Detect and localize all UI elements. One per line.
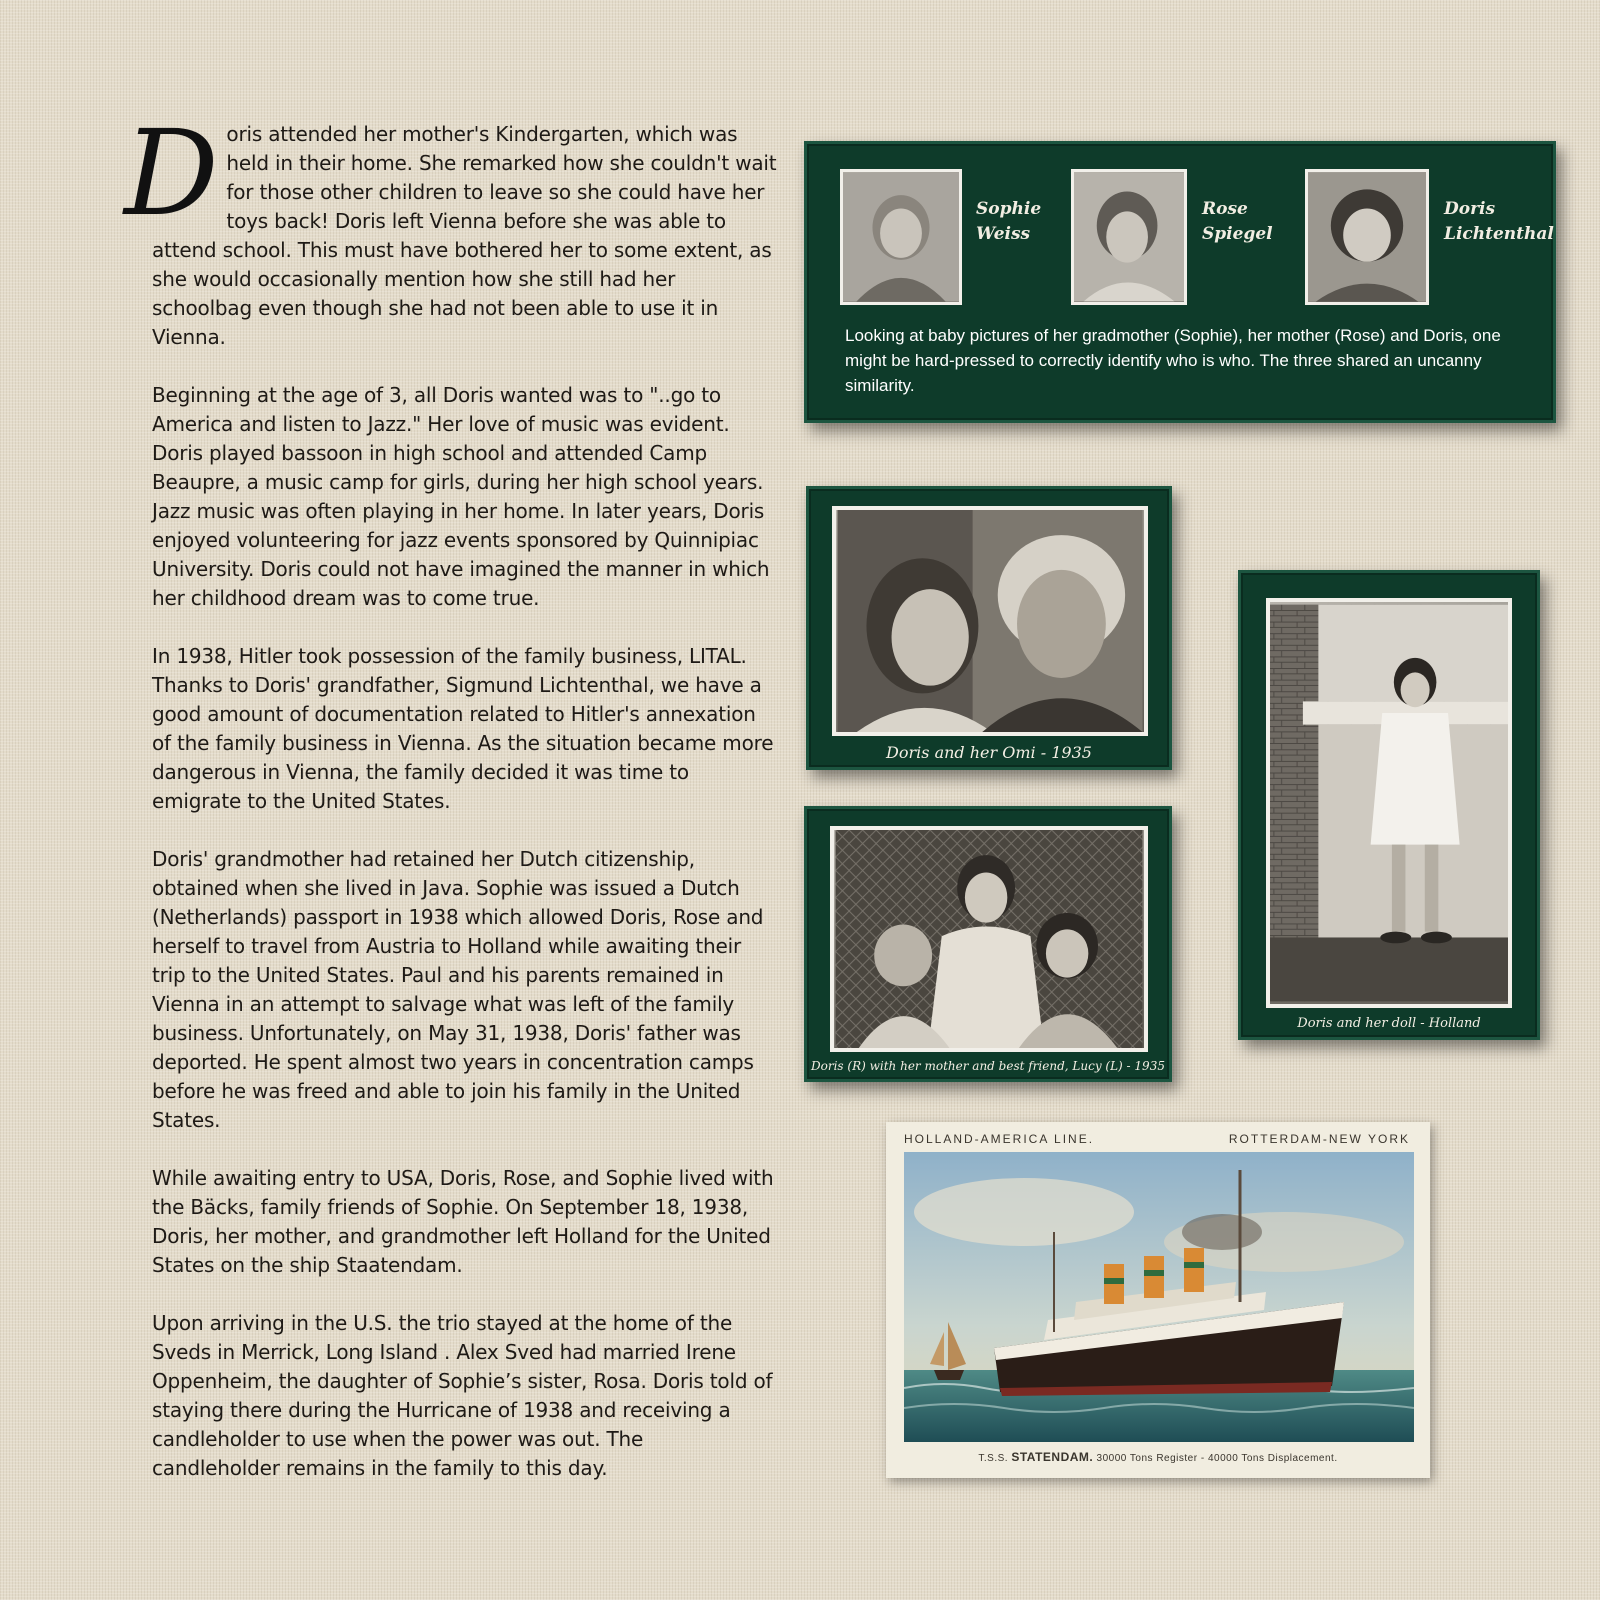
story-paragraph-2: Beginning at the age of 3, all Doris wanted was to "..go to America and listen to Jazz." Her love of music was evident. Doris played bassoon in high school and attended Camp Beaupre, a music camp for girls, during her high school years. Jazz music was often playing in her home. In later years, Doris enjoyed volunteering for jazz events sponsored by Quinnipiac University. Doris could not have imagined the manner in which her childhood dream was to come true. — [152, 383, 770, 610]
photo-doris-and-omi — [832, 506, 1148, 736]
photo-rose-baby — [1071, 169, 1187, 305]
story-paragraph-5: While awaiting entry to USA, Doris, Rose, and Sophie lived with the Bäcks, family friends of Sophie. On September 18, 1938, Doris, her mother, and grandmother left Holland for the United States on the ship Staatendam. — [152, 1166, 774, 1277]
child-portrait-icon — [843, 172, 959, 302]
child-portrait-icon — [1074, 172, 1184, 302]
postcard-footer: T.S.S. STATENDAM. 30000 Tons Register - 40000 Tons Displacement. — [978, 1450, 1338, 1464]
baby-pictures-panel — [804, 141, 1556, 423]
portrait-photo-icon — [836, 510, 1144, 732]
photo-doris-mother-lucy — [830, 826, 1148, 1052]
photo-doris-baby — [1305, 169, 1429, 305]
caption-doll: Doris and her doll - Holland — [1297, 1016, 1481, 1031]
story-paragraph-6: Upon arriving in the U.S. the trio stayed at the home of the Sveds in Merrick, Long Island . Alex Sved had married Irene Oppenheim, the daughter of Sophie’s sister, Rosa. Doris told of staying there during the Hurricane of 1938 and receiving a candleholder to use when the power was out. The candleholder remains in the family to this day. — [152, 1311, 773, 1480]
postcard-header-right: ROTTERDAM-NEW YORK — [1228, 1132, 1410, 1146]
photo-frame-lucy — [804, 806, 1172, 1082]
photo-doris-and-doll — [1266, 598, 1512, 1008]
statendam-postcard — [886, 1122, 1430, 1478]
name-doris-lichtenthal: Doris Lichtenthal — [1444, 199, 1554, 244]
story-paragraph-3: In 1938, Hitler took possession of the family business, LITAL. Thanks to Doris' grandfather, Sigmund Lichtenthal, we have a good amount of documentation related to Hitler's annexation of the family business in Vienna. As the situation became more dangerous in Vienna, the family decided it was time to emigrate to the United States. — [152, 644, 774, 813]
standing-child-photo-icon — [1270, 602, 1508, 1004]
drop-cap: D — [124, 104, 219, 242]
story-text — [124, 104, 777, 1512]
caption-omi: Doris and her Omi - 1935 — [886, 743, 1092, 762]
photo-sophie-baby — [840, 169, 962, 305]
caption-lucy: Doris (R) with her mother and best friend, Lucy (L) - 1935 — [811, 1059, 1165, 1073]
story-paragraph-1: oris attended her mother's Kindergarten, which was held in their home. She remarked how she couldn't wait for those other children to leave so she could have her toys back! Doris left Vienna before she was able to attend school. This must have bothered her to some extent, as she would occasionally mention how she still had her schoolbag even though she had not been able to use it in Vienna. — [152, 122, 777, 349]
child-portrait-icon — [1308, 172, 1426, 302]
name-sophie-weiss: Sophie Weiss — [976, 199, 1042, 244]
photo-frame-doll — [1238, 570, 1540, 1040]
ocean-liner-illustration-icon — [904, 1152, 1414, 1442]
story-paragraph-4: Doris' grandmother had retained her Dutch citizenship, obtained when she lived in Java. Sophie was issued a Dutch (Netherlands) passport in 1938 which allowed Doris, Rose and herself to travel from Austria to Holland while awaiting their trip to the United States. Paul and his parents remained in Vienna in an attempt to salvage what was left of the family business. Unfortunately, on May 31, 1938, Doris' father was deported. He spent almost two years in concentration camps before he was freed and able to join his family in the United States. — [152, 847, 764, 1132]
postcard-header-left: HOLLAND-AMERICA LINE. — [904, 1132, 1095, 1146]
name-rose-spiegel: Rose Spiegel — [1202, 199, 1273, 244]
photo-frame-omi — [806, 486, 1172, 770]
group-photo-icon — [834, 830, 1144, 1048]
baby-pictures-caption: Looking at baby pictures of her gradmother (Sophie), her mother (Rose) and Doris, one might be hard-pressed to correctly identify who is who. The three shared an uncanny similarity. — [845, 326, 1501, 395]
